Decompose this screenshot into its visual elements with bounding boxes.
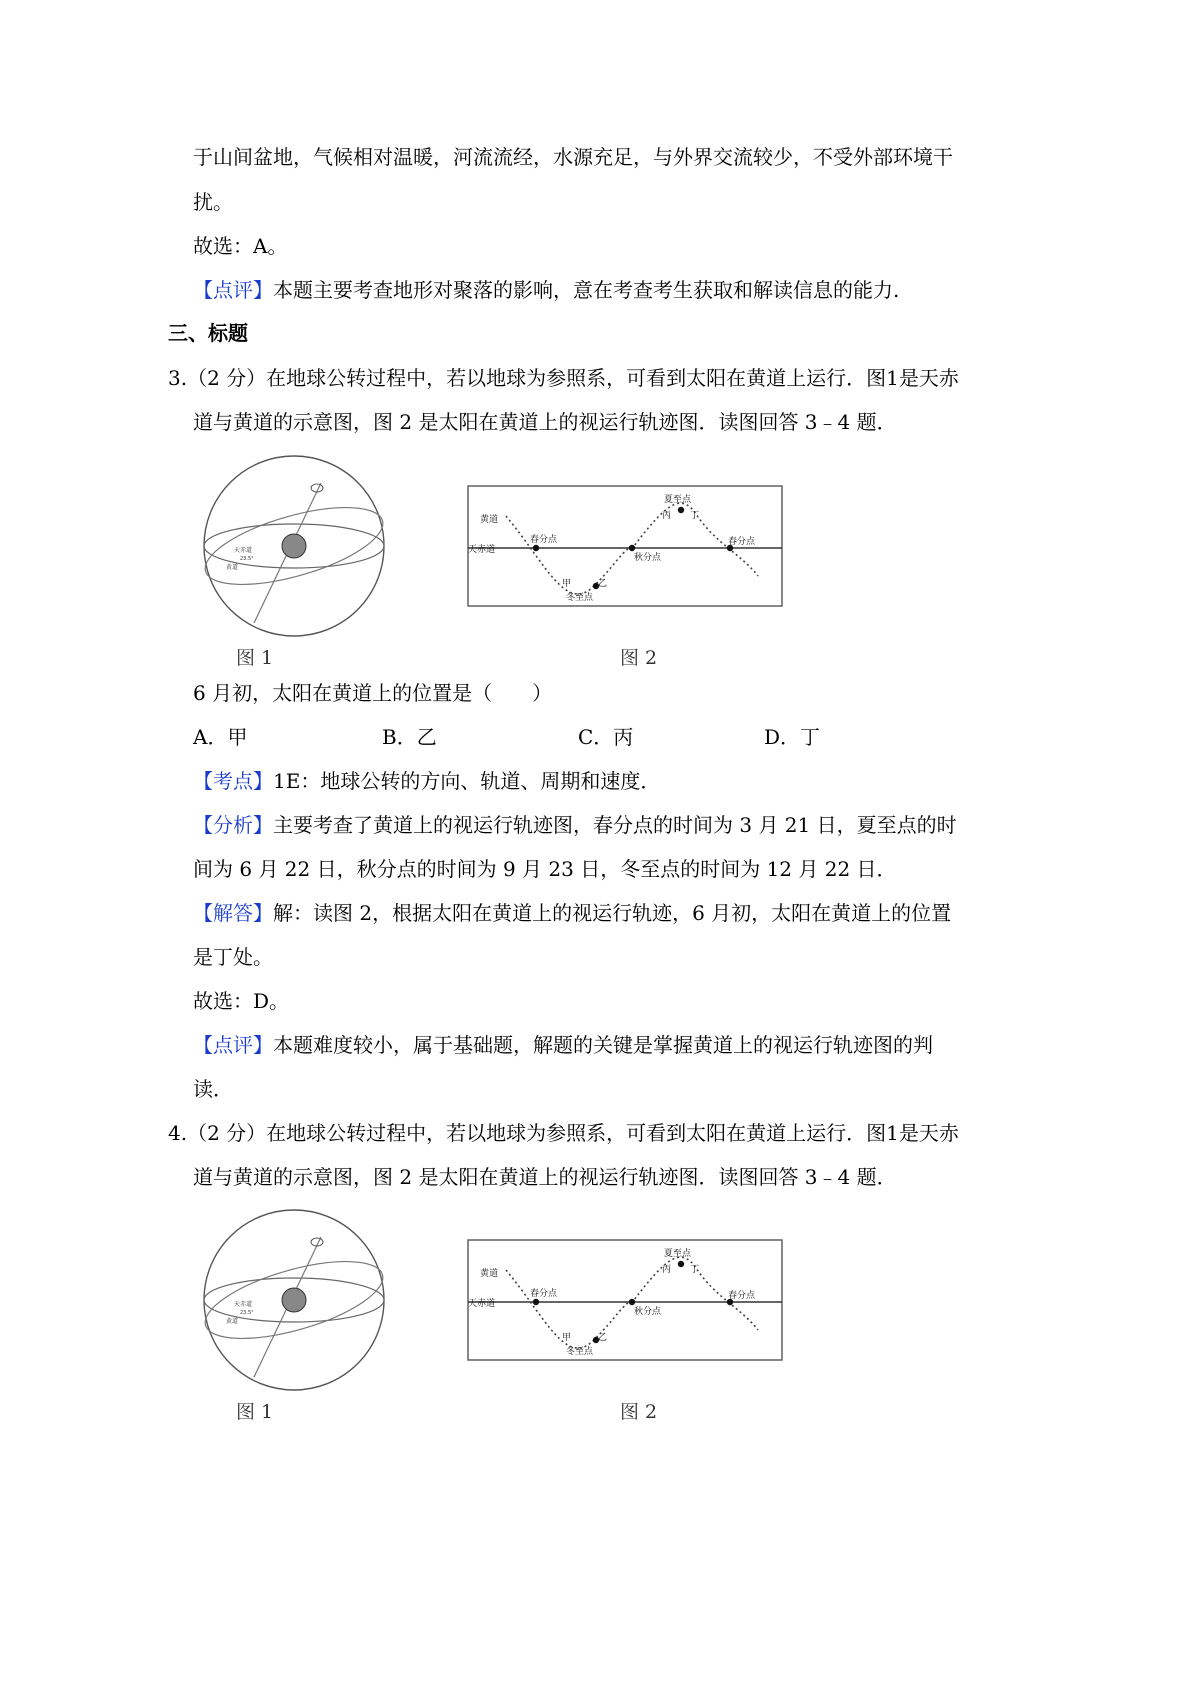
figure-1-caption-repeat: 图 1 <box>236 1401 274 1423</box>
fig2-label-chunfen-2: 春分点 <box>728 537 756 547</box>
fig2r-label-qiufen: 秋分点 <box>634 1307 662 1317</box>
fig2r-label-ding: 丁 <box>690 1265 700 1275</box>
fig2-label-huangdao: 黄道 <box>480 515 499 525</box>
question-4-line-1: 4.（2 分）在地球公转过程中，若以地球为参照系，可看到太阳在黄道上运行．图1是天赤 <box>168 1121 959 1145</box>
tag-kaodian: 考点 <box>213 769 253 793</box>
fig1-label-tianchidao: 天赤道 <box>234 547 253 554</box>
figure-2-ecliptic-track <box>466 484 786 608</box>
fig2-label-qiufen: 秋分点 <box>634 553 662 563</box>
fig2r-label-chunfen-1: 春分点 <box>530 1289 558 1299</box>
fig2r-label-tianchidao: 天赤道 <box>468 1299 496 1309</box>
fig1-label-huangdao: 黄道 <box>226 564 239 571</box>
fenxi-body-1: 主要考查了黄道上的视运行轨迹图，春分点的时间为 3 月 21 日，夏至点的时 <box>273 813 957 837</box>
figure-2-caption: 图 2 <box>620 647 658 669</box>
comment-line: 【点评】本题主要考查地形对聚落的影响，意在考查考生获取和解读信息的能力. <box>193 278 900 302</box>
kaodian-body: 1E：地球公转的方向、轨道、周期和速度． <box>273 769 661 793</box>
option-b: B．乙 <box>382 725 437 749</box>
fig2-label-yi: 乙 <box>598 579 608 589</box>
comment-body: 本题主要考查地形对聚落的影响，意在考查考生获取和解读信息的能力. <box>273 278 900 302</box>
fig2r-label-chunfen-2: 春分点 <box>728 1291 756 1301</box>
dianping-2-body-1: 本题难度较小，属于基础题，解题的关键是掌握黄道上的视运行轨迹图的判 <box>273 1033 933 1057</box>
dianping-2-line-1: 【点评】本题难度较小，属于基础题，解题的关键是掌握黄道上的视运行轨迹图的判 <box>193 1033 933 1057</box>
fig2r-label-yi: 乙 <box>598 1333 608 1343</box>
figure-1-caption: 图 1 <box>236 647 274 669</box>
fig1r-label-tianchidao: 天赤道 <box>234 1301 253 1308</box>
tag-dianping: 点评 <box>213 278 253 302</box>
section-heading: 三、标题 <box>168 321 248 345</box>
dianping-2-line-2: 读． <box>193 1077 233 1101</box>
fig2r-label-xiazhi: 夏至点 <box>664 1249 692 1259</box>
tag-dianping-2: 点评 <box>213 1033 253 1057</box>
question-3-line-1: 3.（2 分）在地球公转过程中，若以地球为参照系，可看到太阳在黄道上运行．图1是天赤 <box>168 366 959 390</box>
fig1r-label-huangdao: 黄道 <box>226 1318 239 1325</box>
tag-fenxi: 分析 <box>213 813 253 837</box>
fig2-label-chunfen-1: 春分点 <box>530 535 558 545</box>
fig2r-label-huangdao: 黄道 <box>480 1269 499 1279</box>
fig2-label-tianchidao: 天赤道 <box>468 545 496 555</box>
figure-2-caption-repeat: 图 2 <box>620 1401 658 1423</box>
fig2-label-jia: 甲 <box>562 579 572 589</box>
fig2r-label-bing: 丙 <box>662 1265 672 1275</box>
fig2r-label-dongzhi: 冬至点 <box>566 1347 594 1357</box>
question-3-stem: 6 月初，太阳在黄道上的位置是（ ） <box>193 681 553 705</box>
text-line: 扰。 <box>193 190 233 214</box>
fig2-label-dongzhi: 冬至点 <box>566 593 594 603</box>
fenxi-line-2: 间为 6 月 22 日，秋分点的时间为 9 月 23 日，冬至点的时间为 12 月 22 日． <box>193 857 897 881</box>
kaodian-line: 【考点】1E：地球公转的方向、轨道、周期和速度． <box>193 769 661 793</box>
jieda-line-2: 是丁处。 <box>193 945 273 969</box>
fig2-label-xiazhi: 夏至点 <box>664 495 692 505</box>
option-d: D．丁 <box>764 725 821 749</box>
figure-1-celestial-sphere <box>196 448 400 638</box>
figure-1-celestial-sphere-repeat <box>196 1202 400 1392</box>
answer-d-line: 故选：D。 <box>193 989 290 1013</box>
jieda-body-1: 解：读图 2，根据太阳在黄道上的视运行轨迹，6 月初，太阳在黄道上的位置 <box>273 901 952 925</box>
answer-line: 故选：A。 <box>193 234 288 258</box>
fig2-label-bing: 丙 <box>662 511 672 521</box>
option-c: C．丙 <box>578 725 634 749</box>
fig2r-label-jia: 甲 <box>562 1333 572 1343</box>
fenxi-line-1: 【分析】主要考查了黄道上的视运行轨迹图，春分点的时间为 3 月 21 日，夏至点的时 <box>193 813 957 837</box>
fig2-label-ding: 丁 <box>690 511 700 521</box>
question-3-line-2: 道与黄道的示意图，图 2 是太阳在黄道上的视运行轨迹图．读图回答 3﹣4 题． <box>193 410 897 434</box>
jieda-line-1: 【解答】解：读图 2，根据太阳在黄道上的视运行轨迹，6 月初，太阳在黄道上的位置 <box>193 901 952 925</box>
option-a: A．甲 <box>193 725 248 749</box>
tag-jieda: 解答 <box>213 901 253 925</box>
fig1-angle: 23.5° <box>240 556 254 562</box>
text-line: 于山间盆地，气候相对温暖，河流流经，水源充足，与外界交流较少，不受外部环境干 <box>193 145 953 169</box>
figure-2-ecliptic-track-repeat <box>466 1238 786 1362</box>
fig1r-angle: 23.5° <box>240 1310 254 1316</box>
question-4-line-2: 道与黄道的示意图，图 2 是太阳在黄道上的视运行轨迹图．读图回答 3﹣4 题． <box>193 1165 897 1189</box>
